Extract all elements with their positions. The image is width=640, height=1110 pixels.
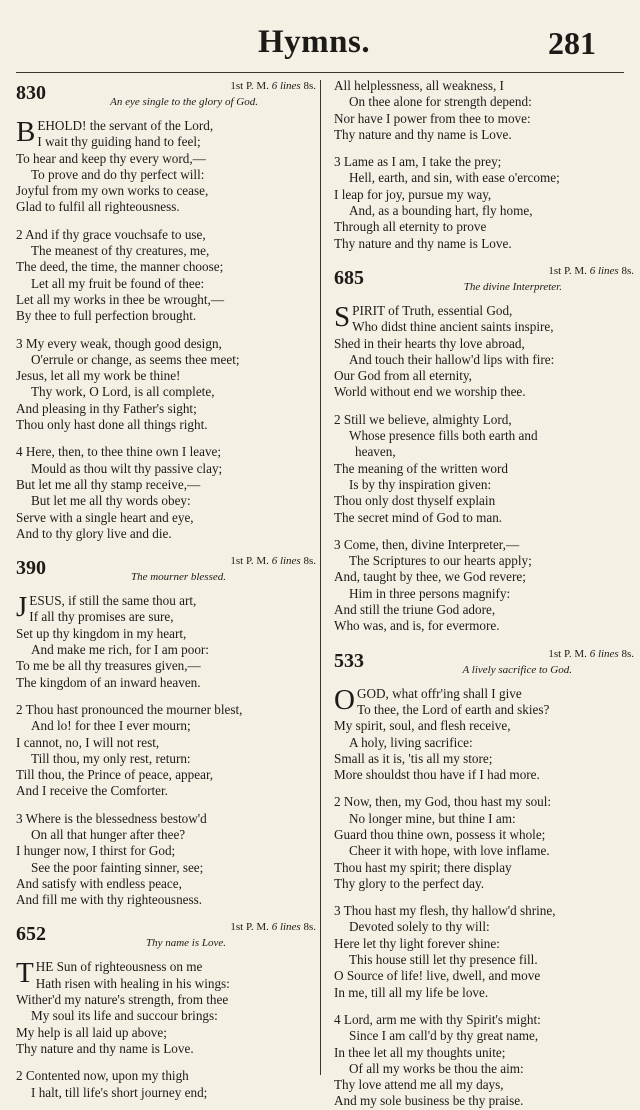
header-rule	[16, 72, 624, 73]
hymn-heading	[16, 919, 316, 959]
verse-line: Mould as thou wilt thy passive clay;	[31, 460, 223, 476]
meter-name: 1st P. M.	[230, 80, 269, 92]
hymn-533	[334, 646, 634, 1110]
verse-line: No longer mine, but thine I am:	[349, 810, 516, 826]
verse-line: World without end we worship thee.	[334, 384, 526, 400]
verse-line: Serve with a single heart and eye,	[16, 509, 194, 525]
hymn-number: 685	[334, 266, 364, 289]
verse-line: And still the triune God adore,	[334, 602, 496, 618]
hymn-685	[334, 263, 634, 635]
verse-line: Him in three persons magnify:	[349, 585, 511, 601]
verse-line: To me be all thy treasures given,—	[16, 658, 201, 674]
verse-line: This house still let thy presence fill.	[349, 952, 538, 968]
verse-line: And fill me with thy righteousness.	[16, 892, 203, 908]
verse-line: 2 Contented now, upon my thigh	[16, 1068, 189, 1084]
verse-line: 2 Now, then, my God, thou hast my soul:	[334, 794, 552, 810]
stanza	[16, 227, 316, 325]
meter-lines: 6 lines	[271, 555, 301, 568]
stanza	[16, 811, 316, 909]
stanza	[16, 959, 316, 1057]
verse-line: 3 Come, then, divine Interpreter,—	[334, 536, 520, 552]
verse-line: Wither'd my nature's strength, from thee	[16, 992, 229, 1008]
verse-line: Let all my works in thee be wrought,—	[16, 291, 225, 307]
verse-line: And to thy glory live and die.	[16, 525, 172, 541]
hymn-meter	[230, 921, 316, 933]
verse-line: My soul its life and succour brings:	[31, 1008, 218, 1024]
right-column	[334, 78, 634, 1110]
stanza	[16, 444, 316, 542]
verse-line: On all that hunger after thee?	[31, 826, 186, 842]
verse-line: O'errule or change, as seems thee meet;	[31, 351, 240, 367]
stanza	[16, 593, 316, 691]
verse-line: The Scriptures to our hearts apply;	[349, 553, 532, 569]
verse-line: And touch their hallow'd lips with fire:	[349, 351, 555, 367]
verse-line: If all thy promises are sure,	[29, 609, 174, 625]
hymn-heading	[334, 646, 634, 686]
drop-cap: B	[16, 116, 36, 148]
verse-line: Whose presence fills both earth and	[349, 428, 538, 444]
hymn-heading	[16, 78, 316, 118]
verse-line: I hunger now, I thirst for God;	[16, 843, 176, 859]
verse-line: Small as it is, 'tis all my store;	[334, 750, 493, 766]
verse-line: Hath risen with healing in his wings:	[35, 975, 230, 991]
verse-line: Here let thy light forever shine:	[334, 935, 500, 951]
verse-line: The secret mind of God to man.	[334, 509, 503, 525]
verse-line: To thee, the Lord of earth and skies?	[356, 701, 550, 717]
hymn-heading	[334, 263, 634, 303]
verse-line: The kingdom of an inward heaven.	[16, 674, 201, 690]
verse-line: And make me rich, for I am poor:	[31, 642, 209, 658]
meter-name: 1st P. M.	[230, 921, 269, 934]
meter-syllables: 8s.	[621, 264, 634, 277]
hymn-number: 533	[334, 649, 364, 672]
left-column	[16, 78, 316, 1101]
verse-line: EHOLD! the servant of the Lord,	[37, 118, 214, 133]
verse-line: Who was, and is, for evermore.	[334, 618, 500, 634]
drop-cap: S	[334, 300, 351, 333]
verse-line: And satisfy with endless peace,	[16, 875, 182, 891]
verse-line: But let me all thy words obey:	[31, 493, 191, 509]
verse-line: I wait thy guiding hand to feel;	[37, 134, 201, 150]
hymn-meter	[548, 648, 634, 660]
verse-line: In me, till all my life be love.	[334, 984, 489, 1000]
hymn-830	[16, 78, 316, 542]
verse-line: In thee let all my thoughts unite;	[334, 1044, 506, 1060]
drop-cap: O	[334, 683, 355, 716]
verse-line: Guard thou thine own, possess it whole;	[334, 826, 546, 842]
hymn-subtitle: Thy name is Love.	[145, 937, 226, 950]
verse-line: Jesus, let all my work be thine!	[16, 368, 181, 384]
verse-line: Thy nature and thy name is Love.	[334, 126, 512, 142]
hymn-subtitle: The mourner blessed.	[130, 571, 226, 584]
verse-line: HE Sun of righteousness on me	[35, 959, 203, 975]
verse-line: 4 Here, then, to thee thine own I leave;	[16, 444, 222, 460]
verse-line: PIRIT of Truth, essential God,	[352, 302, 513, 318]
hymn-number: 390	[16, 557, 46, 580]
verse-line: Till thou, my only rest, return:	[31, 750, 191, 766]
verse-line: And, as a bounding hart, fly home,	[349, 203, 533, 219]
hymn-390	[16, 553, 316, 908]
meter-lines: 6 lines	[589, 264, 619, 277]
hymn-subtitle: An eye single to the glory of God.	[110, 96, 258, 108]
verse-line: Thy nature and thy name is Love.	[334, 235, 512, 251]
stanza	[334, 794, 634, 892]
verse-line: 4 Lord, arm me with thy Spirit's might:	[334, 1011, 541, 1027]
meter-lines: 6 lines	[271, 80, 301, 92]
stanza	[16, 118, 316, 216]
verse-line: All helplessness, all weakness, I	[334, 78, 504, 93]
hymn-number: 652	[16, 923, 46, 946]
verse-line: Set up thy kingdom in my heart,	[16, 625, 187, 641]
verse-line: The deed, the time, the manner choose;	[16, 259, 224, 275]
verse-line: heaven,	[355, 444, 396, 460]
page-header	[0, 0, 640, 70]
verse-line: But let me all thy stamp receive,—	[16, 476, 201, 492]
verse-line: Of all my works be thou the aim:	[349, 1060, 524, 1076]
meter-syllables: 8s.	[303, 555, 316, 568]
meter-syllables: 8s.	[303, 80, 316, 92]
verse-line: I cannot, no, I will not rest,	[16, 734, 160, 750]
column-divider	[320, 80, 321, 1075]
stanza	[334, 683, 634, 784]
verse-line: My spirit, soul, and flesh receive,	[334, 718, 511, 734]
page-title: Hymns.	[258, 24, 371, 60]
verse-line: The meaning of the written word	[334, 460, 508, 476]
hymn-meter	[230, 555, 316, 567]
verse-line: Since I am call'd by thy great name,	[349, 1028, 539, 1044]
verse-line: Thy glory to the perfect day.	[334, 875, 485, 891]
meter-name: 1st P. M.	[548, 264, 587, 277]
verse-line: Thy nature and thy name is Love.	[16, 1040, 194, 1056]
verse-line: 2 Thou hast pronounced the mourner blest,	[16, 701, 243, 717]
drop-cap: T	[16, 957, 34, 990]
verse-line: 3 My every weak, though good design,	[16, 335, 222, 351]
verse-line: Thou hast my spirit; there display	[334, 859, 512, 875]
verse-line: And lo! for thee I ever mourn;	[31, 718, 191, 734]
stanza	[16, 702, 316, 800]
verse-line: Thy work, O Lord, is all complete,	[31, 384, 215, 400]
verse-line: Till thou, the Prince of peace, appear,	[16, 767, 214, 783]
stanza	[334, 903, 634, 1001]
verse-line: Nor have I power from thee to move:	[334, 110, 531, 126]
drop-cap: J	[16, 591, 28, 624]
verse-line: ESUS, if still the same thou art,	[29, 593, 197, 609]
verse-line: To hear and keep thy every word,—	[16, 150, 206, 166]
hymn-652	[16, 919, 316, 1100]
stanza	[334, 154, 634, 252]
meter-lines: 6 lines	[589, 647, 619, 660]
stanza	[16, 336, 316, 434]
verse-line: More shouldst thou have if I had more.	[334, 767, 540, 783]
verse-line: Is by thy inspiration given:	[349, 476, 492, 492]
verse-line: See the poor fainting sinner, see;	[31, 859, 204, 875]
verse-line: And I receive the Comforter.	[16, 783, 168, 799]
verse-line: Joyful from my own works to cease,	[16, 183, 209, 199]
verse-line: Who didst thine ancient saints inspire,	[352, 319, 554, 335]
verse-line: 3 Where is the blessedness bestow'd	[16, 810, 207, 826]
verse-line: 2 Still we believe, almighty Lord,	[334, 411, 512, 427]
verse-line: On thee alone for strength depend:	[349, 94, 532, 110]
verse-line: 2 And if thy grace vouchsafe to use,	[16, 226, 206, 242]
verse-line: By thee to full perfection brought.	[16, 308, 197, 324]
hymn-number: 830	[16, 82, 46, 104]
meter-name: 1st P. M.	[548, 647, 587, 660]
verse-line: O Source of life! live, dwell, and move	[334, 968, 541, 984]
verse-line: Through all eternity to prove	[334, 219, 487, 235]
verse-line: Devoted solely to thy will:	[349, 919, 490, 935]
meter-syllables: 8s.	[303, 921, 316, 934]
stanza	[334, 1012, 634, 1110]
verse-line: And pleasing in thy Father's sight;	[16, 400, 197, 416]
hymn-subtitle: The divine Interpreter.	[463, 280, 562, 293]
stanza	[334, 537, 634, 635]
verse-line: Thou only hast done all things right.	[16, 417, 208, 433]
verse-line: Cheer it with hope, with love inflame.	[349, 843, 550, 859]
verse-line: The meanest of thy creatures, me,	[31, 243, 210, 259]
meter-syllables: 8s.	[621, 647, 634, 660]
verse-line: To prove and do thy perfect will:	[31, 166, 205, 182]
hymn-meter	[548, 265, 634, 277]
hymn-meter	[230, 80, 316, 92]
verse-line: I halt, till life's short journey end;	[31, 1084, 208, 1100]
verse-line: Glad to fulfil all righteousness.	[16, 199, 180, 215]
verse-line: Thy love attend me all my days,	[334, 1077, 504, 1093]
verse-line: 3 Lame as I am, I take the prey;	[334, 154, 502, 170]
page-number: 281	[548, 25, 596, 61]
hymn-subtitle: A lively sacrifice to God.	[462, 663, 572, 676]
meter-name: 1st P. M.	[230, 555, 269, 568]
verse-line: A holy, living sacrifice:	[349, 734, 473, 750]
verse-line: Thou only dost thyself explain	[334, 493, 496, 509]
meter-lines: 6 lines	[271, 921, 301, 934]
verse-line: Hell, earth, and sin, with ease o'ercome;	[349, 170, 560, 186]
verse-line: Our God from all eternity,	[334, 368, 472, 384]
verse-line: My help is all laid up above;	[16, 1024, 167, 1040]
verse-line: GOD, what offr'ing shall I give	[356, 685, 522, 701]
verse-line: I leap for joy, pursue my way,	[334, 186, 492, 202]
stanza	[334, 412, 634, 526]
verse-line: Shed in their hearts thy love abroad,	[334, 335, 525, 351]
verse-line: And, taught by thee, we God revere;	[334, 569, 526, 585]
verse-line: 3 Thou hast my flesh, thy hallow'd shrine,	[334, 903, 556, 919]
stanza	[334, 300, 634, 401]
hymn-heading	[16, 553, 316, 593]
verse-line: And my sole business be thy praise.	[334, 1093, 524, 1109]
stanza-continued	[334, 78, 634, 143]
stanza	[16, 1068, 316, 1101]
verse-line: Let all my fruit be found of thee:	[31, 275, 205, 291]
